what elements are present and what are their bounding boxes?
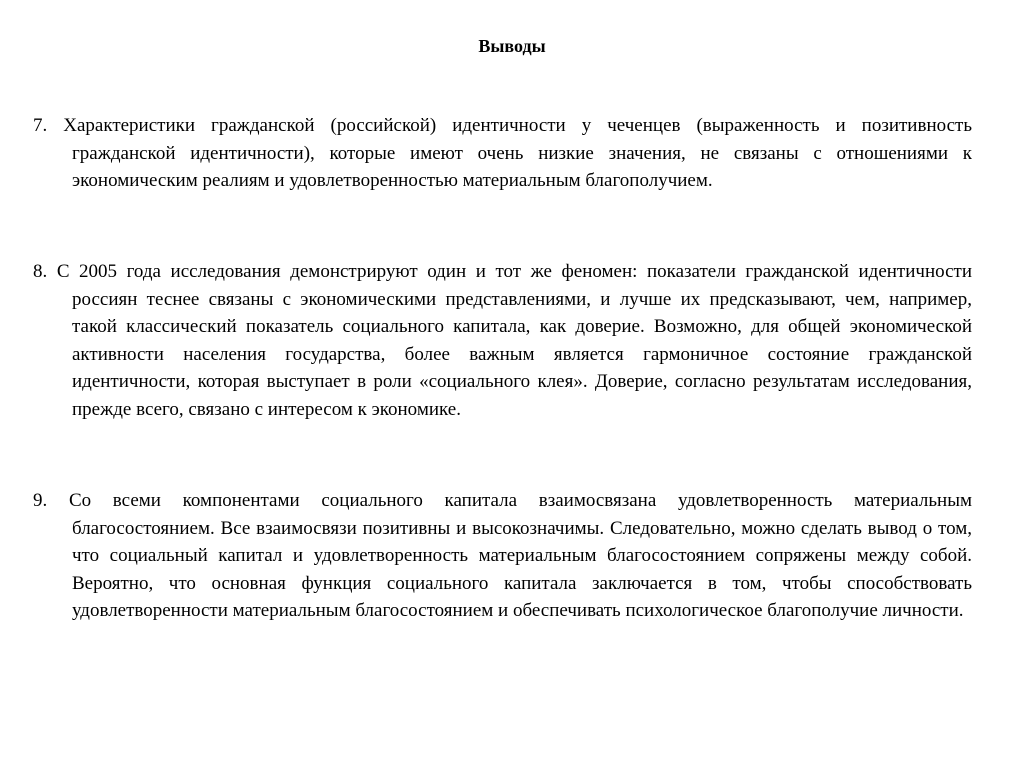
conclusion-item-7: 7. Характеристики гражданской (российской) идентичности у чеченцев (выраженность и позитивность гражданской идентичности), которые имеют очень низкие значения, не связаны с отношениями к экономическим реалиям и удовлетворенностью материальным благополучием. — [33, 115, 972, 191]
conclusion-item-8: 8. С 2005 года исследования демонстрируют один и тот же феномен: показатели гражданской идентичности россиян теснее связаны с экономическими представлениями, и лучше их предсказывают, чем, например, такой классический показатель социального капитала, как доверие. Возможно, для общей экономической активности населения государства, более важным является гармоничное состояние гражданской идентичности, которая выступает в роли «социального клея». Доверие, согласно результатам исследования, прежде всего, связано с интересом к экономике. — [33, 261, 972, 420]
conclusion-item-9: 9. Со всеми компонентами социального капитала взаимосвязана удовлетворенность материальным благосостоянием. Все взаимосвязи позитивны и высокозначимы. Следовательно, можно сделать вывод о том, что социальный капитал и удовлетворенность материальным благосостоянием сопряжены между собой. Вероятно, что основная функция социального капитала заключается в том, чтобы способствовать удовлетворенности материальным благосостоянием и обеспечивать психологическое благополучие личности. — [33, 490, 972, 621]
slide-title: Выводы — [478, 36, 546, 56]
